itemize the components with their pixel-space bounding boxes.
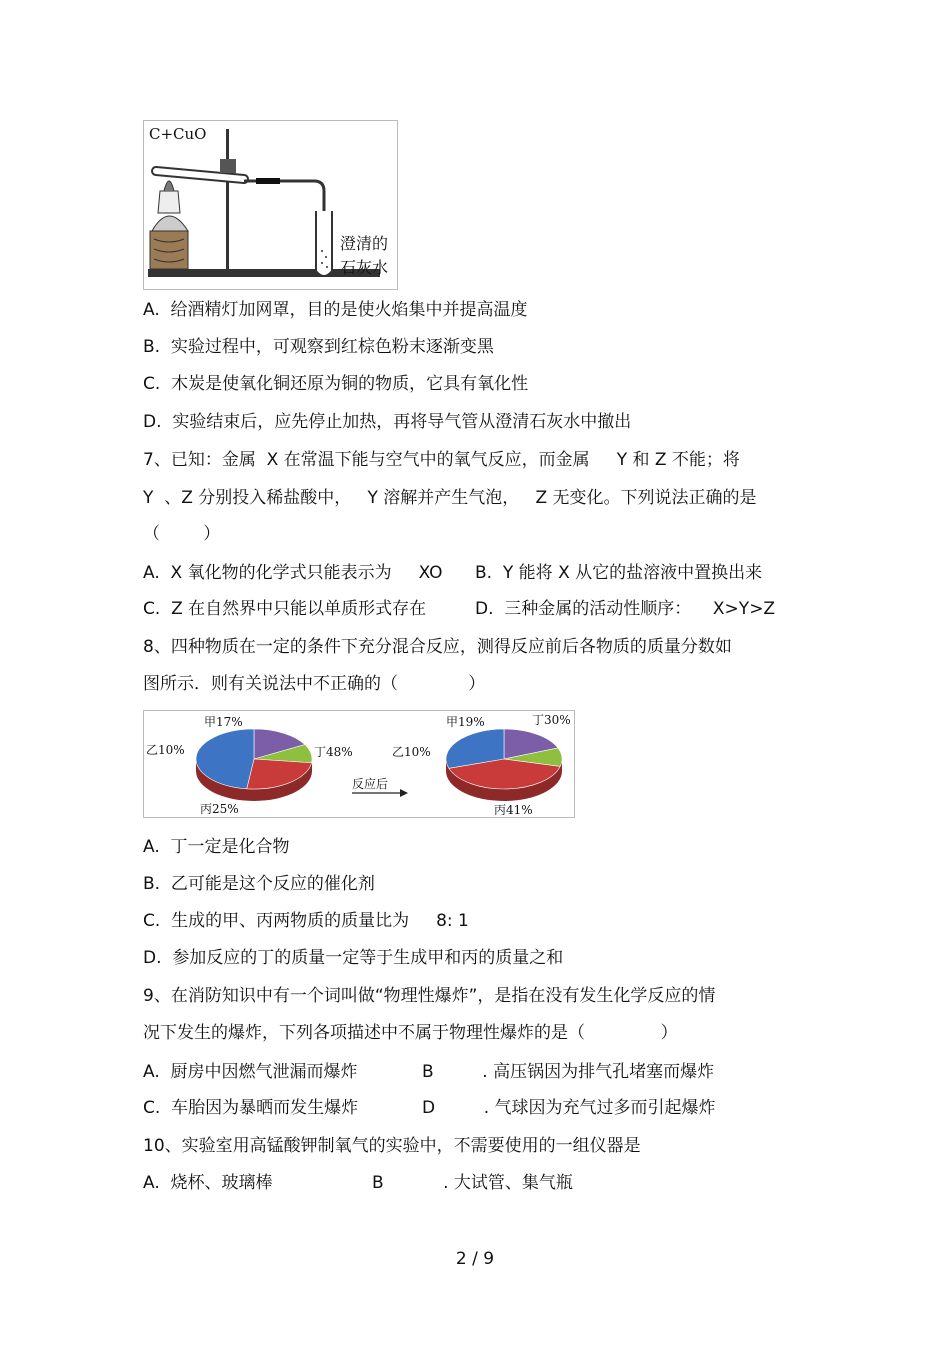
- pie2-label-ding: 丁30%: [532, 713, 571, 727]
- pie-charts-figure: [143, 710, 575, 818]
- apparatus-figure: [143, 120, 398, 290]
- q7-option-c: C. Z 在自然界中只能以单质形式存在: [143, 599, 427, 619]
- q8-option-c: C. 生成的甲、丙两物质的质量比为 8: 1: [143, 911, 469, 931]
- pie1-label-jia: 甲17%: [204, 715, 243, 729]
- q6-option-d: D. 实验结束后，应先停止加热，再将导气管从澄清石灰水中撤出: [143, 412, 632, 432]
- q6-option-a: A. 给酒精灯加网罩，目的是使火焰集中并提高温度: [143, 300, 528, 320]
- q7-stem-3: （ ）: [143, 524, 221, 544]
- pie1-label-bing: 丙25%: [200, 802, 239, 816]
- q8-option-b: B. 乙可能是这个反应的催化剂: [143, 874, 375, 894]
- page-number: 2 / 9: [455, 1249, 495, 1269]
- pie2-label-yi: 乙10%: [392, 745, 431, 759]
- q8-stem-2: 图所示．则有关说法中不正确的（ ）: [143, 674, 486, 694]
- reactant-label: C+CuO: [149, 125, 207, 143]
- pie1-label-yi: 乙10%: [146, 743, 185, 757]
- q6-option-b: B. 实验过程中，可观察到红棕色粉末逐渐变黑: [143, 337, 494, 357]
- q10-option-a: A. 烧杯、玻璃棒: [143, 1173, 273, 1193]
- q7-stem-2: Y 、Z 分别投入稀盐酸中， Y 溶解并产生气泡， Z 无变化。下列说法正确的是: [143, 488, 757, 508]
- q9-option-b: B . 高压锅因为排气孔堵塞而爆炸: [422, 1062, 715, 1082]
- q7-stem-1: 7、已知：金属 X 在常温下能与空气中的氧气反应，而金属 Y 和 Z 不能；将: [143, 450, 740, 470]
- q8-option-a: A. 丁一定是化合物: [143, 837, 290, 857]
- limewater-label-2: 石灰水: [340, 258, 389, 277]
- pie2-label-jia: 甲19%: [446, 715, 485, 729]
- q7-option-b: B. Y 能将 X 从它的盐溶液中置换出来: [475, 563, 763, 583]
- pie1-label-ding: 丁48%: [314, 745, 353, 759]
- limewater-label-1: 澄清的: [340, 234, 389, 253]
- q7-option-a: A. X 氧化物的化学式只能表示为 XO: [143, 563, 443, 583]
- q10-option-b: B . 大试管、集气瓶: [372, 1173, 573, 1193]
- q8-option-d: D. 参加反应的丁的质量一定等于生成甲和丙的质量之和: [143, 948, 564, 968]
- q9-option-a: A. 厨房中因燃气泄漏而爆炸: [143, 1062, 358, 1082]
- q9-stem-1: 9、在消防知识中有一个词叫做“物理性爆炸”，是指在没有发生化学反应的情: [143, 986, 716, 1006]
- q9-stem-2: 况下发生的爆炸，下列各项描述中不属于物理性爆炸的是（ ）: [143, 1023, 678, 1043]
- arrow-label: 反应后: [352, 777, 389, 791]
- q9-option-d: D . 气球因为充气过多而引起爆炸: [422, 1098, 716, 1118]
- pie2-label-bing: 丙41%: [494, 803, 533, 817]
- arrow-head: [400, 789, 408, 797]
- q10-stem: 10、实验室用高锰酸钾制氧气的实验中，不需要使用的一组仪器是: [143, 1136, 641, 1156]
- q7-option-d: D. 三种金属的活动性顺序： X>Y>Z: [475, 599, 776, 619]
- q8-stem-1: 8、四种物质在一定的条件下充分混合反应，测得反应前后各物质的质量分数如: [143, 637, 732, 657]
- q6-option-c: C. 木炭是使氧化铜还原为铜的物质，它具有氧化性: [143, 374, 529, 394]
- q9-option-c: C. 车胎因为暴晒而发生爆炸: [143, 1098, 359, 1118]
